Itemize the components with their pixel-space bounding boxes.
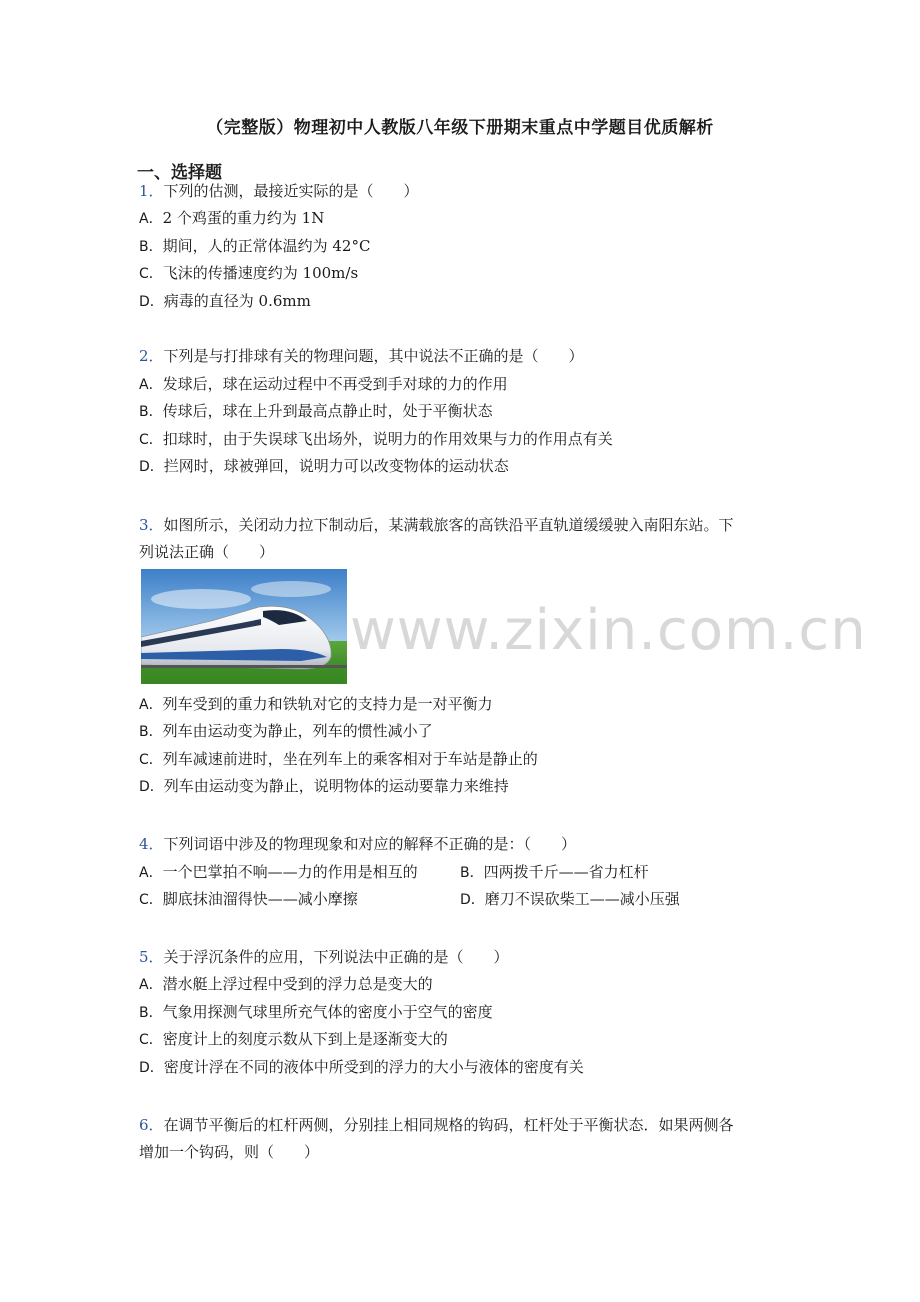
question-5-option-b: B．气象用探测气球里所充气体的密度小于空气的密度 xyxy=(139,1003,493,1021)
section-heading: 一、选择题 xyxy=(137,163,222,183)
question-1-stem: 1．下列的估测，最接近实际的是（ ） xyxy=(139,182,419,200)
train-image xyxy=(141,569,347,684)
question-3-option-d: D．列车由运动变为静止，说明物体的运动要靠力来维持 xyxy=(139,777,509,795)
question-5-option-a: A．潜水艇上浮过程中受到的浮力总是变大的 xyxy=(139,975,433,993)
question-2-option-b: B．传球后，球在上升到最高点静止时，处于平衡状态 xyxy=(139,402,493,420)
question-5-option-c: C．密度计上的刻度示数从下到上是逐渐变大的 xyxy=(139,1030,448,1048)
question-2-option-c: C．扣球时，由于失误球飞出场外，说明力的作用效果与力的作用点有关 xyxy=(139,430,613,448)
question-3-stem: 3．如图所示，关闭动力拉下制动后，某满载旅客的高铁沿平直轨道缓缓驶入南阳东站。下 xyxy=(139,516,734,534)
question-number: 1． xyxy=(139,182,164,200)
question-2-stem: 2．下列是与打排球有关的物理问题，其中说法不正确的是（ ） xyxy=(139,347,584,365)
question-4-option-b: B．四两拨千斤——省力杠杆 xyxy=(460,863,649,881)
document-title: （完整版）物理初中人教版八年级下册期末重点中学题目优质解析 xyxy=(206,118,714,138)
question-4-option-c: C．脚底抹油溜得快——减小摩擦 xyxy=(139,890,358,908)
question-3-stem-cont: 列说法正确（ ） xyxy=(139,543,275,561)
question-number: 6． xyxy=(139,1116,164,1134)
question-number: 3． xyxy=(139,516,164,534)
question-number: 5． xyxy=(139,948,164,966)
question-4-option-a: A．一个巴掌拍不响——力的作用是相互的 xyxy=(139,863,418,881)
question-1-option-a: A．2 个鸡蛋的重力约为 1N xyxy=(139,209,325,227)
question-4-stem: 4．下列词语中涉及的物理现象和对应的解释不正确的是：（ ） xyxy=(139,835,577,853)
question-5-stem: 5．关于浮沉条件的应用，下列说法中正确的是（ ） xyxy=(139,948,509,966)
question-number: 4． xyxy=(139,835,164,853)
question-3-option-b: B．列车由运动变为静止，列车的惯性减小了 xyxy=(139,722,433,740)
question-6-stem: 6．在调节平衡后的杠杆两侧，分别挂上相同规格的钩码，杠杆处于平衡状态．如果两侧各 xyxy=(139,1116,734,1134)
question-3-option-a: A．列车受到的重力和铁轨对它的支持力是一对平衡力 xyxy=(139,695,493,713)
question-2-option-d: D．拦网时，球被弹回，说明力可以改变物体的运动状态 xyxy=(139,457,509,475)
question-6-stem-cont: 增加一个钩码，则（ ） xyxy=(139,1143,320,1161)
question-4-option-d: D．磨刀不误砍柴工——减小压强 xyxy=(460,890,680,908)
question-2-option-a: A．发球后，球在运动过程中不再受到手对球的力的作用 xyxy=(139,375,508,393)
question-1-option-c: C．飞沫的传播速度约为 100m/s xyxy=(139,264,359,282)
question-1-option-d: D．病毒的直径为 0.6mm xyxy=(139,292,311,310)
question-number: 2． xyxy=(139,347,164,365)
question-3-option-c: C．列车减速前进时，坐在列车上的乘客相对于车站是静止的 xyxy=(139,750,538,768)
question-5-option-d: D．密度计浮在不同的液体中所受到的浮力的大小与液体的密度有关 xyxy=(139,1058,584,1076)
watermark-text: www.zixin.com.cn xyxy=(350,598,867,663)
question-1-option-b: B．期间，人的正常体温约为 42°C xyxy=(139,237,371,255)
